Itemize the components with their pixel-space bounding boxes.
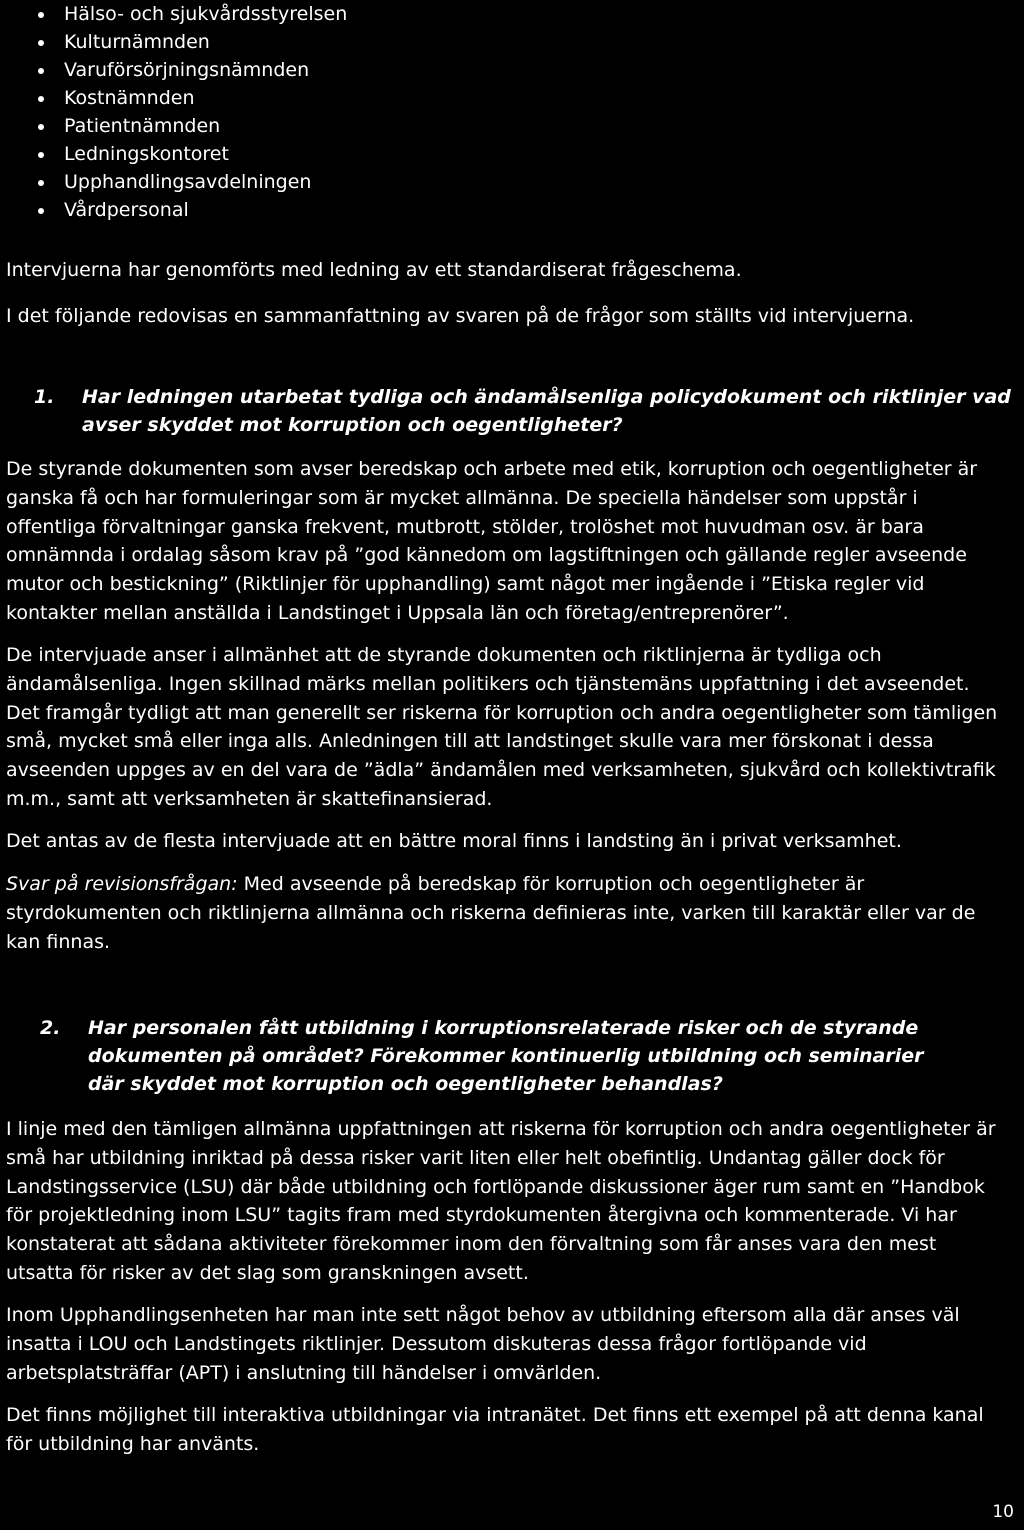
list-item: Vårdpersonal bbox=[38, 196, 347, 224]
answer-text: Med avseende på beredskap för korruption och oegentligheter är styrdokumenten och riktlinjerna allmänna och riskerna definieras inte, varken till karaktär eller var de kan finnas. bbox=[6, 873, 976, 953]
body-paragraph: Inom Upphandlingsenheten har man inte sett något behov av utbildning eftersom alla där anses väl insatta i LOU och Landstingets riktlinjer. Dessutom diskuteras dessa frågor fortlöpande vid arbetsplatsträffar (APT) i anslutning till händelser i omvärlden. bbox=[6, 1304, 960, 1384]
question-heading bbox=[34, 383, 1012, 439]
body-paragraph: De styrande dokumenten som avser beredskap och arbete med etik, korruption och oegentligheter är ganska få och har formuleringar som är mycket allmänna. De speciella händelser som uppstår i offentliga förvaltningar ganska frekvent, mutbrott, stölder, trolöshet mot huvudman osv. är bara omnämnda i ordalag såsom krav på ”god kännedom om lagstiftningen och gällande regler avseende mutor och bestickning” (Riktlinjer för upphandling) samt något mer ingående i ”Etiska regler vid kontakter mellan anställda i Landstinget i Uppsala län och företag/entreprenörer”. bbox=[6, 458, 978, 624]
list-item: Varuförsörjningsnämnden bbox=[38, 56, 347, 84]
question-number: 1. bbox=[34, 386, 55, 408]
question-text: Har personalen fått utbildning i korruptionsrelaterade risker och de styrande dokumenten på området? Förekommer kontinuerlig utbildning och seminarier där skyddet mot korruption och oegentligheter behandlas? bbox=[88, 1017, 924, 1095]
body-paragraph: I linje med den tämligen allmänna uppfattningen att riskerna för korruption och andra oegentligheter är små har utbildning inriktad på dessa risker varit liten eller helt obefintlig. Undantag gäller dock för Landstingsservice (LSU) där både utbildning och fortlöpande diskussioner äger rum samt en ”Handbok för projektledning inom LSU” tagits fram med styrdokumenten återgivna och kommenterade. Vi har konstaterat att sådana aktiviteter förekommer inom den förvaltning som får anses vara den mest utsatta för risker av det slag som granskningen avsett. bbox=[6, 1118, 996, 1284]
body-paragraph: Det antas av de flesta intervjuade att en bättre moral finns i landsting än i privat verksamhet. bbox=[6, 830, 902, 852]
page-number: 10 bbox=[992, 1502, 1014, 1522]
intro-paragraph: I det följande redovisas en sammanfattning av svaren på de frågor som ställts vid intervjuerna. bbox=[6, 305, 915, 327]
answer-label: Svar på revisionsfrågan: bbox=[6, 873, 238, 895]
list-item: Kulturnämnden bbox=[38, 28, 347, 56]
list-item: Kostnämnden bbox=[38, 84, 347, 112]
list-item: Patientnämnden bbox=[38, 112, 347, 140]
bullet-list bbox=[38, 0, 347, 224]
list-item: Hälso- och sjukvårdsstyrelsen bbox=[38, 0, 347, 28]
question-heading bbox=[40, 1014, 958, 1098]
body-paragraph: Det finns möjlighet till interaktiva utbildningar via intranätet. Det finns ett exempel på att denna kanal för utbildning har använts. bbox=[6, 1404, 984, 1455]
answer-paragraph bbox=[6, 870, 1006, 956]
list-item: Upphandlingsavdelningen bbox=[38, 168, 347, 196]
question-text: Har ledningen utarbetat tydliga och ändamålsenliga policydokument och riktlinjer vad avser skyddet mot korruption och oegentligheter? bbox=[82, 386, 1011, 436]
body-paragraph: De intervjuade anser i allmänhet att de styrande dokumenten och riktlinjerna är tydliga och ändamålsenliga. Ingen skillnad märks mellan politikers och tjänstemäns uppfattning i det avseendet. Det framgår tydligt att man generellt ser riskerna för korruption och andra oegentligheter som tämligen små, mycket små eller inga alls. Anledningen till att landstinget skulle vara mer förskonat i dessa avseenden uppges av en del vara de ”ädla” ändamålen med verksamheten, sjukvård och kollektivtrafik m.m., samt att verksamheten är skattefinansierad. bbox=[6, 644, 998, 810]
list-item: Ledningskontoret bbox=[38, 140, 347, 168]
intro-paragraph: Intervjuerna har genomförts med ledning av ett standardiserat frågeschema. bbox=[6, 259, 742, 281]
question-number: 2. bbox=[40, 1017, 61, 1039]
